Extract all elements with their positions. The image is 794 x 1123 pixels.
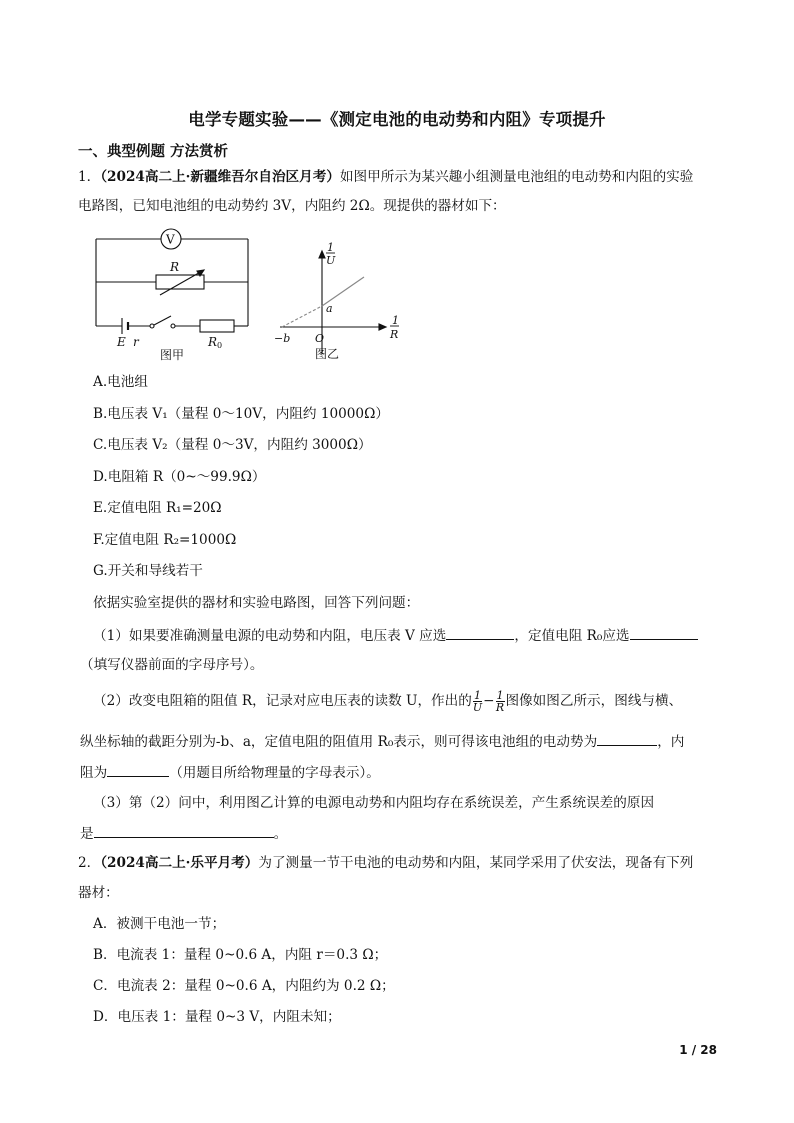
answer-blank[interactable]: [597, 731, 657, 746]
switch-icon: [154, 316, 171, 325]
q2-intro-line-2: 器材：: [78, 885, 119, 901]
q1-part2-line3: 阻为 （用题目所给物理量的字母表示）。: [80, 762, 380, 782]
q1-lead: 依据实验室提供的器材和实验电路图，回答下列问题：: [93, 595, 420, 611]
y-axis-den: U: [326, 254, 336, 267]
answer-blank[interactable]: [107, 762, 169, 777]
q1-part1-line2: （填写仪器前面的字母序号）。: [80, 657, 264, 673]
answer-blank[interactable]: [630, 625, 698, 640]
fixed-resistor-label: R0: [208, 335, 223, 350]
q1-part2-line2: 纵坐标轴的截距分别为-b、a，定值电阻的阻值用 R₀表示，则可得该电池组的电动势为 ，内: [80, 731, 684, 751]
section-heading: 一、典型例题 方法赏析: [78, 144, 229, 160]
q1-part1-line1: （1）如果要准确测量电源的电动势和内阻，电压表 V 应选 ，定值电阻 R₀应选: [93, 625, 698, 645]
q1-part3-line2: 是 。: [80, 823, 287, 843]
q1-intro-line-2: 电路图，已知电池组的电动势约 3V，内阻约 2Ω。现提供的器材如下：: [78, 198, 506, 214]
intercept-b-label: −b: [274, 332, 291, 345]
q2-option: D．电压表 1：量程 0~3 V，内阻未知；: [93, 1009, 341, 1025]
q2-source: （2024高二上·乐平月考）: [100, 855, 259, 871]
figure-jia-caption: 图甲: [160, 348, 185, 362]
q1-option: D.电阻箱 R（0~～99.9Ω）: [93, 469, 266, 485]
q2-number: 2．: [78, 855, 101, 871]
y-axis-num: 1: [327, 241, 334, 254]
origin-label: O: [315, 332, 325, 345]
resistor-box-label: R: [170, 260, 180, 274]
q1-option: C.电压表 V₂（量程 0～3V，内阻约 3000Ω）: [93, 437, 372, 453]
fraction-1-over-u: $\frac{1}{U}$: [472, 689, 483, 714]
answer-blank[interactable]: [94, 823, 274, 838]
x-axis-num: 1: [392, 314, 399, 327]
circuit-diagram-jia: [88, 222, 268, 364]
extrapolated-line: [282, 306, 322, 327]
graph-yi: [272, 234, 412, 364]
q1-option: E.定值电阻 R₁=20Ω: [93, 500, 222, 516]
intercept-a-label: a: [326, 302, 333, 315]
voltmeter-label: V: [166, 232, 175, 247]
figure-yi-caption: 图乙: [315, 347, 340, 361]
page-number: 1 / 28: [679, 1043, 717, 1057]
q1-number: 1．: [78, 169, 101, 185]
q2-option: A．被测干电池一节；: [93, 916, 226, 932]
q1-option: A.电池组: [93, 374, 148, 390]
q1-source: （2024高二上·新疆维吾尔自治区月考）: [100, 169, 340, 185]
resistor-box-icon: [156, 275, 204, 289]
x-axis-den: R: [390, 328, 399, 341]
q1-option: F.定值电阻 R₂=1000Ω: [93, 532, 237, 548]
fraction-1-over-r: $\frac{1}{R}$: [495, 689, 505, 714]
q1-part3-line1: （3）第（2）问中，利用图乙计算的电源电动势和内阻均存在系统误差，产生系统误差的原因: [93, 795, 655, 811]
answer-blank[interactable]: [446, 625, 514, 640]
q2-option: C．电流表 2：量程 0~0.6 A，内阻约为 0.2 Ω；: [93, 978, 395, 994]
emf-label: E: [117, 335, 126, 349]
page-title: 电学专题实验——《测定电池的电动势和内阻》专项提升: [188, 110, 606, 129]
q1-option: G.开关和导线若干: [93, 563, 203, 579]
q1-intro-text: 如图甲所示为某兴趣小组测量电池组的电动势和内阻的实验: [339, 169, 694, 185]
q2-option: B．电流表 1：量程 0~0.6 A，内阻 r＝0.3 Ω；: [93, 947, 388, 963]
q2-intro-line-1: [78, 854, 693, 872]
fixed-resistor-icon: [200, 320, 234, 332]
internal-resistance-label: r: [133, 335, 139, 349]
q1-part2-line1: （2）改变电阻箱的阻值 R，记录对应电压表的读数 U，作出的 $\frac{1}{U}$ − $\frac{1}{R}$ 图像如图乙所示，图线与横、: [93, 689, 683, 714]
q2-intro-text: 为了测量一节干电池的电动势和内阻，某同学采用了伏安法，现备有下列: [258, 855, 694, 871]
q1-intro-line-1: [78, 168, 693, 186]
q1-option: B.电压表 V₁（量程 0～10V，内阻约 10000Ω）: [93, 406, 389, 422]
